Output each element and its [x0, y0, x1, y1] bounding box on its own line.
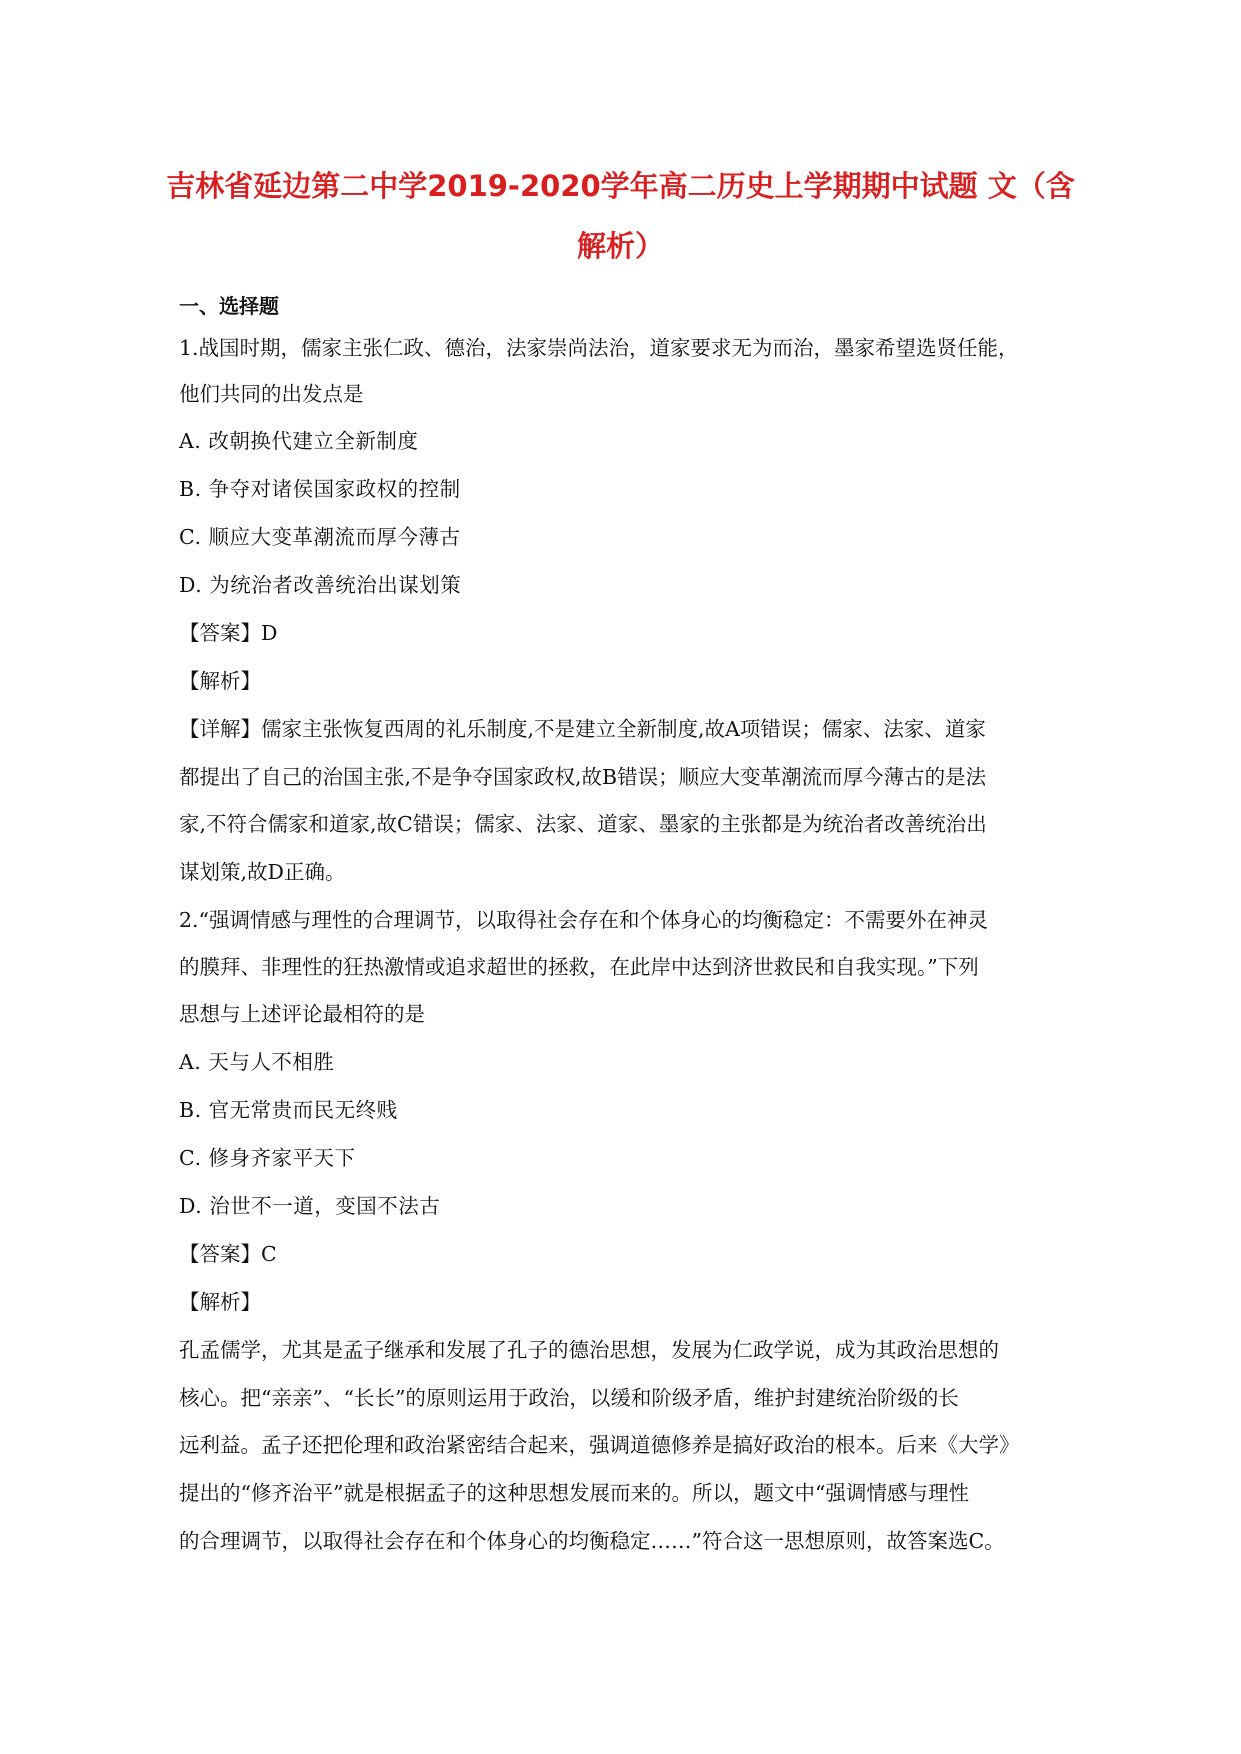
q2-analysis-line: 提出的“修齐治平”就是根据孟子的这种思想发展而来的。所以，题文中“强调情感与理性	[179, 1481, 969, 1505]
q1-detail-line: 家,不符合儒家和道家,故C错误；儒家、法家、道家、墨家的主张都是为统治者改善统治出	[179, 812, 987, 836]
q1-option-d: D. 为统治者改善统治出谋划策	[179, 573, 462, 597]
q2-stem-line: 的膜拜、非理性的狂热激情或追求超世的拯救，在此岸中达到济世救民和自我实现。”下列	[179, 955, 979, 979]
q2-option-b: B. 官无常贵而民无终贱	[179, 1098, 398, 1122]
q1-detail-line: 【详解】儒家主张恢复西周的礼乐制度,不是建立全新制度,故A项错误；儒家、法家、道家	[179, 717, 986, 741]
q2-analysis-line: 核心。把“亲亲”、“长长”的原则运用于政治，以缓和阶级矛盾，维护封建统治阶级的长	[179, 1386, 959, 1410]
q2-analysis-line: 的合理调节，以取得社会存在和个体身心的均衡稳定……”符合这一思想原则，故答案选C。	[179, 1529, 1005, 1553]
q1-detail-line: 谋划策,故D正确。	[179, 860, 346, 884]
q1-analysis-label: 【解析】	[179, 669, 261, 693]
q1-option-b: B. 争夺对诸侯国家政权的控制	[179, 477, 461, 501]
q1-option-a: A. 改朝换代建立全新制度	[179, 429, 419, 453]
q2-option-a: A. 天与人不相胜	[179, 1050, 335, 1074]
q2-analysis-line: 孔孟儒学，尤其是孟子继承和发展了孔子的德治思想，发展为仁政学说，成为其政治思想的	[179, 1338, 999, 1362]
q1-stem-line: 1.战国时期，儒家主张仁政、德治，法家崇尚法治，道家要求无为而治，墨家希望选贤任能，	[179, 336, 1019, 360]
q2-analysis-line: 远利益。孟子还把伦理和政治紧密结合起来，强调道德修养是搞好政治的根本。后来《大学》	[179, 1433, 1020, 1457]
section-heading: 一、选择题	[179, 294, 279, 318]
q2-answer: 【答案】C	[179, 1242, 277, 1266]
q1-detail-line: 都提出了自己的治国主张,不是争夺国家政权,故B错误；顺应大变革潮流而厚今薄古的是法	[179, 765, 987, 789]
q2-option-d: D. 治世不一道，变国不法古	[179, 1194, 441, 1218]
q2-analysis-label: 【解析】	[179, 1290, 261, 1314]
q1-option-c: C. 顺应大变革潮流而厚今薄古	[179, 525, 461, 549]
q1-stem-line: 他们共同的出发点是	[179, 382, 364, 406]
q2-stem-line: 2.“强调情感与理性的合理调节，以取得社会存在和个体身心的均衡稳定：不需要外在神灵	[179, 908, 989, 932]
q2-option-c: C. 修身齐家平天下	[179, 1146, 356, 1170]
document-title-continued: 解析）	[576, 229, 664, 263]
document-title: 吉林省延边第二中学2019-2020学年高二历史上学期期中试题 文（含	[166, 169, 1075, 203]
q1-answer: 【答案】D	[179, 621, 278, 645]
q2-stem-line: 思想与上述评论最相符的是	[179, 1002, 425, 1026]
